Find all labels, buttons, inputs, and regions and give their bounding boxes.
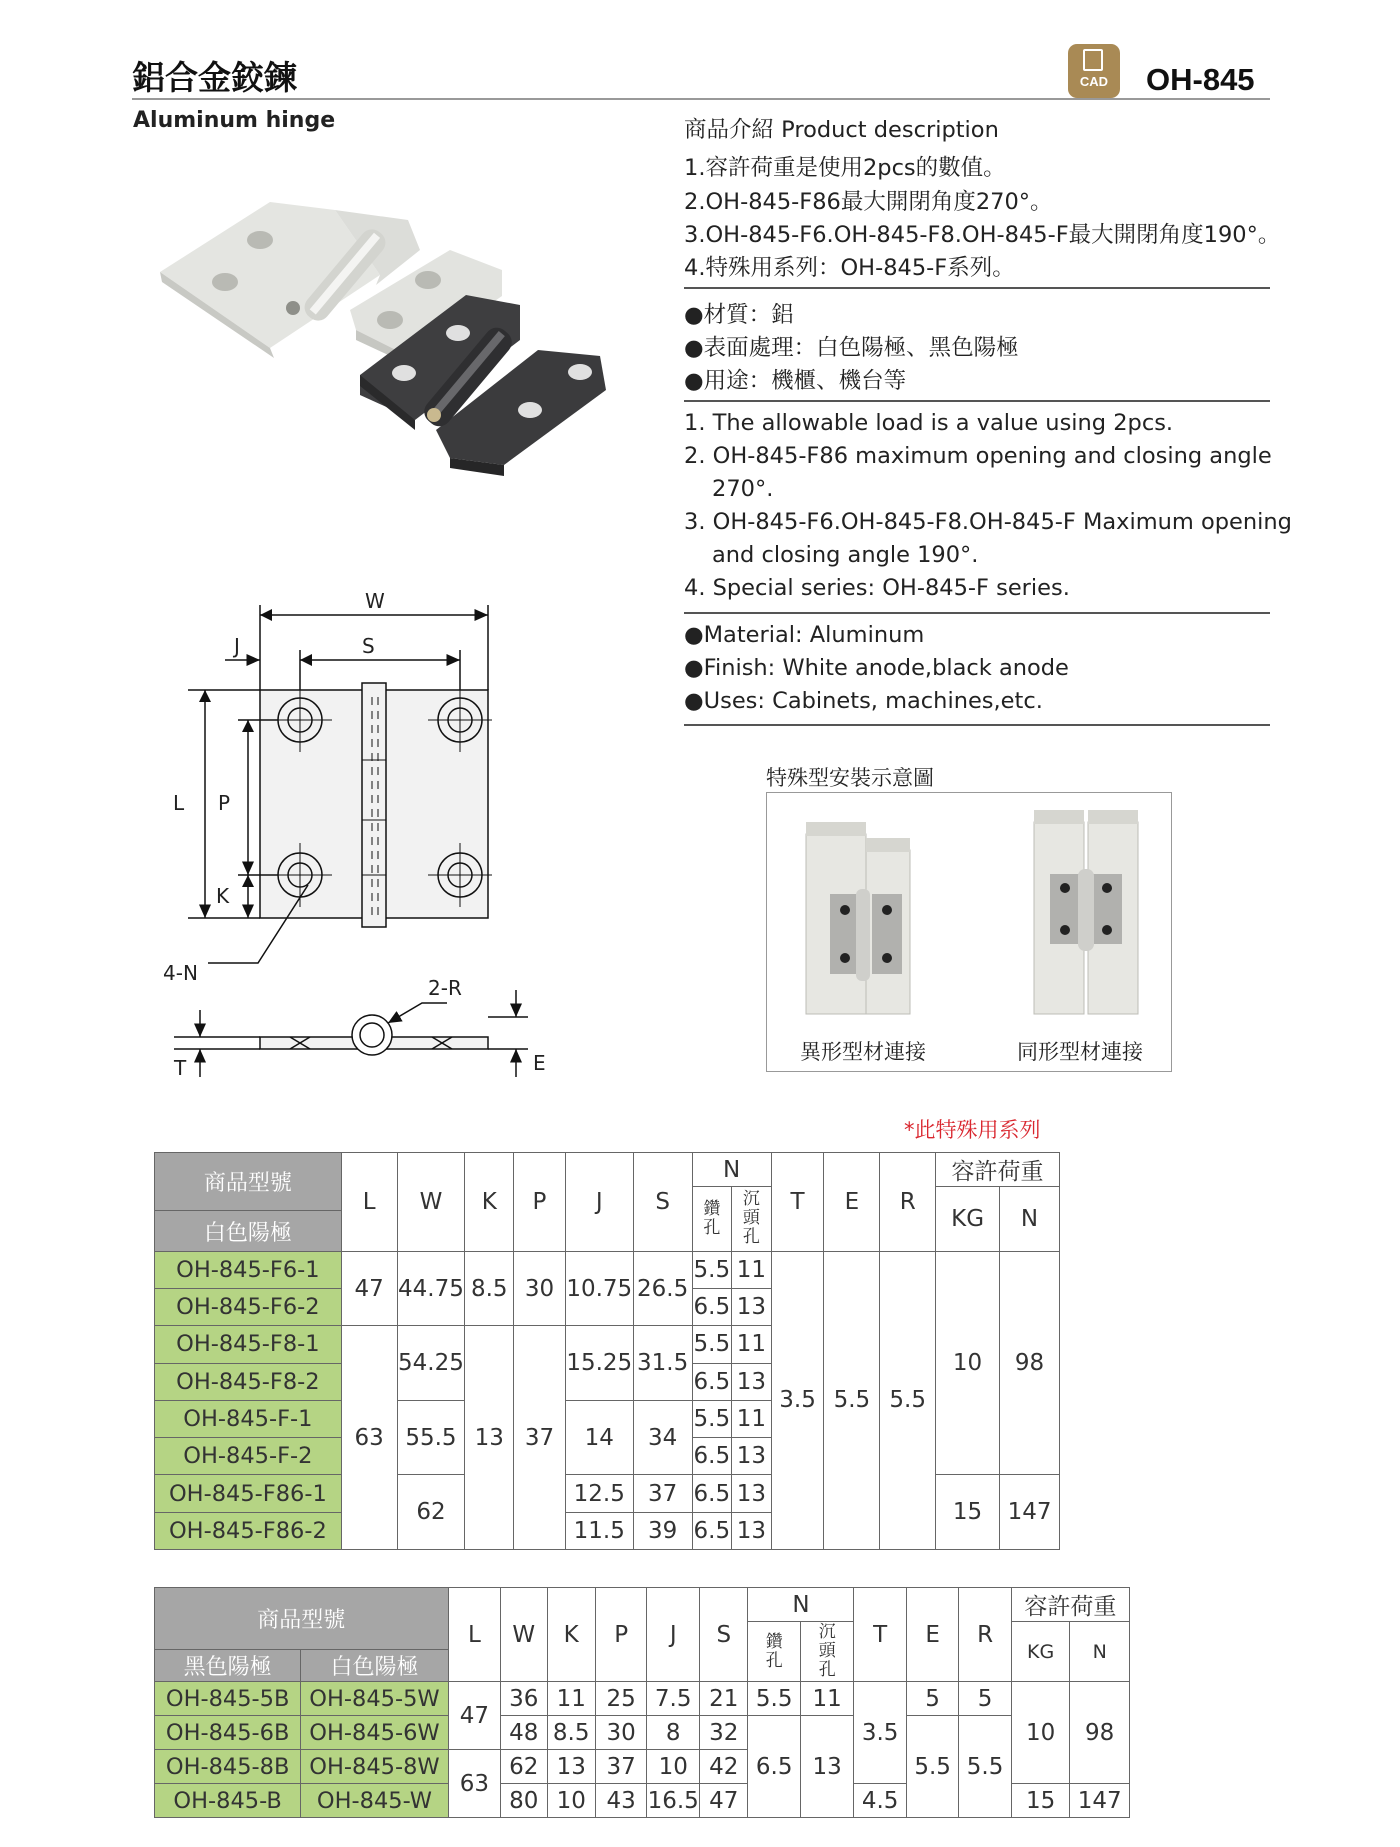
en-spec-finish: ●Finish: White anode,black anode — [684, 655, 1069, 681]
cell-P: 30 — [514, 1251, 566, 1326]
document-icon — [1083, 49, 1103, 71]
cell-J: 15.25 — [565, 1326, 633, 1401]
model-code: OH-845 — [1146, 62, 1255, 97]
th-black: 黑色陽極 — [155, 1650, 301, 1682]
cell-drill: 5.5 — [692, 1326, 732, 1363]
product-photos — [150, 190, 620, 520]
th-drill: 鑽 孔 — [748, 1622, 800, 1682]
cell-J: 14 — [565, 1400, 633, 1475]
cell-E: 5.5 — [906, 1716, 958, 1818]
cell-P: 43 — [595, 1784, 646, 1818]
cn-item-3: 3.OH-845-F6.OH-845-F8.OH-845-F最大開閉角度190°。 — [684, 222, 1281, 248]
th-T: T — [854, 1588, 906, 1682]
cell-drill: 6.5 — [748, 1716, 800, 1818]
th-finish: 白色陽極 — [155, 1211, 342, 1251]
th-E: E — [824, 1153, 880, 1252]
cell-P: 30 — [595, 1716, 646, 1750]
model-white-cell: OH-845-6W — [301, 1716, 448, 1750]
cell-J: 7.5 — [647, 1682, 700, 1716]
en-spec-uses: ●Uses: Cabinets, machines,etc. — [684, 688, 1043, 714]
cell-T: 4.5 — [854, 1784, 906, 1818]
th-load: 容許荷重 — [936, 1153, 1060, 1187]
cell-J: 16.5 — [647, 1784, 700, 1818]
cell-P: 25 — [595, 1682, 646, 1716]
cell-drill: 5.5 — [748, 1682, 800, 1716]
divider — [684, 400, 1270, 402]
model-cell: OH-845-F6-2 — [155, 1289, 342, 1326]
cad-label: CAD — [1079, 74, 1109, 89]
cell-counter: 11 — [732, 1251, 772, 1288]
cn-item-1: 1.容許荷重是使用2pcs的數值。 — [684, 155, 1006, 181]
model-black-cell: OH-845-8B — [155, 1750, 301, 1784]
dim-R: 2-R — [428, 976, 462, 1000]
install-title: 特殊型安裝示意圖 — [766, 766, 934, 790]
th-R: R — [880, 1153, 936, 1252]
cell-n: 147 — [1070, 1784, 1130, 1818]
th-K: K — [465, 1153, 514, 1252]
cell-drill: 6.5 — [692, 1363, 732, 1400]
cell-S: 39 — [633, 1512, 692, 1549]
cell-W: 36 — [501, 1682, 547, 1716]
install-illustration — [768, 794, 1170, 1024]
cell-n: 147 — [1000, 1475, 1060, 1550]
dim-T: T — [174, 1056, 187, 1080]
th-product: 商品型號 — [155, 1153, 342, 1211]
cell-K: 10 — [547, 1784, 595, 1818]
cell-K: 13 — [465, 1326, 514, 1550]
description-heading: 商品介紹 Product description — [684, 117, 999, 143]
model-black-cell: OH-845-B — [155, 1784, 301, 1818]
en-item-3-cont: and closing angle 190°. — [712, 542, 979, 568]
cell-drill: 6.5 — [692, 1475, 732, 1512]
install-caption-left: 異形型材連接 — [800, 1040, 926, 1064]
dim-E: E — [533, 1051, 546, 1075]
mixed-profile-connection — [806, 822, 910, 1014]
cell-counter: 11 — [732, 1400, 772, 1437]
cell-J: 10 — [647, 1750, 700, 1784]
cell-kg: 10 — [936, 1251, 1000, 1475]
cell-counter: 13 — [732, 1438, 772, 1475]
divider — [684, 724, 1270, 726]
dim-L: L — [173, 791, 185, 815]
cell-W: 80 — [501, 1784, 547, 1818]
th-S: S — [633, 1153, 692, 1252]
cell-L: 63 — [448, 1750, 500, 1818]
th-load: 容許荷重 — [1011, 1588, 1129, 1622]
cell-K: 13 — [547, 1750, 595, 1784]
divider — [684, 612, 1270, 614]
cell-S: 21 — [700, 1682, 748, 1716]
cell-S: 37 — [633, 1475, 692, 1512]
th-N: N — [748, 1588, 854, 1622]
cell-drill: 5.5 — [692, 1400, 732, 1437]
cell-counter: 13 — [800, 1716, 853, 1818]
dim-J: J — [234, 634, 240, 658]
cell-R: 5.5 — [959, 1716, 1011, 1818]
install-caption-right: 同形型材連接 — [1017, 1040, 1143, 1064]
en-item-4: 4. Special series: OH-845-F series. — [684, 575, 1070, 601]
same-profile-connection — [1034, 810, 1138, 1014]
th-J: J — [565, 1153, 633, 1252]
th-drill: 鑽 孔 — [692, 1187, 732, 1251]
dim-P: P — [218, 791, 231, 815]
cell-J: 11.5 — [565, 1512, 633, 1549]
cell-W: 55.5 — [397, 1400, 465, 1475]
cell-L: 47 — [448, 1682, 500, 1750]
cell-J: 12.5 — [565, 1475, 633, 1512]
th-W: W — [501, 1588, 547, 1682]
spec-table-special — [154, 1152, 1060, 1550]
cell-K: 11 — [547, 1682, 595, 1716]
th-R: R — [959, 1588, 1011, 1682]
cell-L: 63 — [341, 1326, 397, 1550]
divider — [684, 287, 1270, 289]
th-P: P — [514, 1153, 566, 1252]
th-product: 商品型號 — [155, 1588, 449, 1650]
cell-drill: 6.5 — [692, 1512, 732, 1549]
model-cell: OH-845-F-2 — [155, 1438, 342, 1475]
cell-drill: 5.5 — [692, 1251, 732, 1288]
page-title: 鋁合金鉸鍊 — [132, 58, 297, 97]
cell-L: 47 — [341, 1251, 397, 1326]
cn-item-2: 2.OH-845-F86最大開閉角度270°。 — [684, 189, 1053, 215]
header-divider — [132, 98, 1270, 100]
cell-counter: 11 — [732, 1326, 772, 1363]
dim-S: S — [362, 634, 375, 658]
cell-W: 62 — [501, 1750, 547, 1784]
model-cell: OH-845-F-1 — [155, 1400, 342, 1437]
cell-kg: 10 — [1011, 1682, 1070, 1784]
cell-W: 48 — [501, 1716, 547, 1750]
th-N: N — [692, 1153, 771, 1187]
cell-W: 54.25 — [397, 1326, 465, 1401]
cell-W: 44.75 — [397, 1251, 465, 1326]
cell-S: 31.5 — [633, 1326, 692, 1401]
en-item-1: 1. The allowable load is a value using 2pcs. — [684, 410, 1174, 436]
cn-spec-uses: ●用途：機櫃、機台等 — [684, 368, 907, 394]
cell-counter: 11 — [800, 1682, 853, 1716]
th-T: T — [771, 1153, 824, 1252]
cell-P: 37 — [514, 1326, 566, 1550]
model-black-cell: OH-845-6B — [155, 1716, 301, 1750]
cell-counter: 13 — [732, 1475, 772, 1512]
en-item-2-cont: 270°. — [712, 476, 774, 502]
cn-item-4: 4.特殊用系列：OH-845-F系列。 — [684, 255, 1015, 281]
th-n: N — [1000, 1187, 1060, 1251]
th-L: L — [341, 1153, 397, 1252]
en-item-3: 3. OH-845-F6.OH-845-F8.OH-845-F Maximum opening — [684, 509, 1292, 535]
cell-kg: 15 — [936, 1475, 1000, 1550]
cell-J: 8 — [647, 1716, 700, 1750]
cell-T: 3.5 — [854, 1682, 906, 1784]
cell-S: 26.5 — [633, 1251, 692, 1326]
cell-W: 62 — [397, 1475, 465, 1550]
cell-drill: 6.5 — [692, 1438, 732, 1475]
model-cell: OH-845-F86-2 — [155, 1512, 342, 1549]
model-white-cell: OH-845-8W — [301, 1750, 448, 1784]
model-cell: OH-845-F8-1 — [155, 1326, 342, 1363]
cell-S: 32 — [700, 1716, 748, 1750]
cn-spec-finish: ●表面處理：白色陽極、黑色陽極 — [684, 335, 1019, 361]
technical-drawing — [160, 585, 580, 1120]
th-white: 白色陽極 — [301, 1650, 448, 1682]
cell-J: 10.75 — [565, 1251, 633, 1326]
model-white-cell: OH-845-W — [301, 1784, 448, 1818]
model-white-cell: OH-845-5W — [301, 1682, 448, 1716]
cell-E: 5 — [906, 1682, 958, 1716]
th-K: K — [547, 1588, 595, 1682]
cell-S: 42 — [700, 1750, 748, 1784]
model-black-cell: OH-845-5B — [155, 1682, 301, 1716]
cell-S: 47 — [700, 1784, 748, 1818]
th-W: W — [397, 1153, 465, 1252]
cell-K: 8.5 — [465, 1251, 514, 1326]
spec-table-standard — [154, 1587, 1130, 1818]
cell-drill: 6.5 — [692, 1289, 732, 1326]
cell-P: 37 — [595, 1750, 646, 1784]
cell-counter: 13 — [732, 1363, 772, 1400]
cn-spec-material: ●材質：鋁 — [684, 302, 794, 328]
cell-kg: 15 — [1011, 1784, 1070, 1818]
cell-counter: 13 — [732, 1512, 772, 1549]
page-subtitle: Aluminum hinge — [133, 108, 336, 133]
th-counter: 沉 頭 孔 — [732, 1187, 772, 1251]
cell-T: 3.5 — [771, 1251, 824, 1549]
model-cell: OH-845-F8-2 — [155, 1363, 342, 1400]
th-n: N — [1070, 1622, 1130, 1682]
th-J: J — [647, 1588, 700, 1682]
en-spec-material: ●Material: Aluminum — [684, 622, 925, 648]
th-E: E — [906, 1588, 958, 1682]
model-cell: OH-845-F6-1 — [155, 1251, 342, 1288]
th-P: P — [595, 1588, 646, 1682]
cell-n: 98 — [1070, 1682, 1130, 1784]
special-series-note: *此特殊用系列 — [904, 1118, 1041, 1142]
th-kg: KG — [936, 1187, 1000, 1251]
dim-W: W — [365, 589, 385, 613]
th-L: L — [448, 1588, 500, 1682]
th-kg: KG — [1011, 1622, 1070, 1682]
cell-R: 5 — [959, 1682, 1011, 1716]
cell-n: 98 — [1000, 1251, 1060, 1475]
cell-counter: 13 — [732, 1289, 772, 1326]
dim-N: 4-N — [163, 961, 198, 985]
th-counter: 沉 頭 孔 — [800, 1622, 853, 1682]
en-item-2: 2. OH-845-F86 maximum opening and closing angle — [684, 443, 1272, 469]
cell-R: 5.5 — [880, 1251, 936, 1549]
cell-S: 34 — [633, 1400, 692, 1475]
cell-E: 5.5 — [824, 1251, 880, 1549]
th-S: S — [700, 1588, 748, 1682]
cell-K: 8.5 — [547, 1716, 595, 1750]
model-cell: OH-845-F86-1 — [155, 1475, 342, 1512]
dim-K: K — [216, 884, 230, 908]
